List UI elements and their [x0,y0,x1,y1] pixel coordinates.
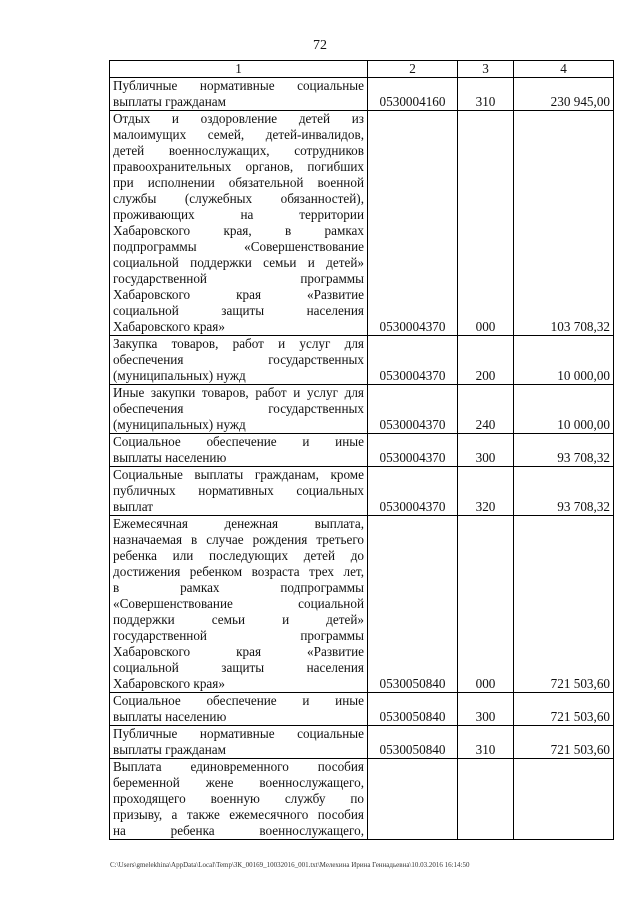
row-type: 000 [458,111,514,336]
description-line: Социальное обеспечение и иные [113,434,364,449]
description-line: Ежемесячная денежная выплата, [113,516,364,531]
description-line: поддержки семьи и детей» [113,612,364,627]
description-line: проживающих на территории [113,207,364,222]
row-code: 0530004370 [368,111,458,336]
header-col-1: 1 [110,61,368,78]
description-line: правоохранительных органов, погибших [113,159,364,174]
table-row [110,78,614,111]
table-row [110,111,614,336]
description-line: назначаемая в случае рождения третьего [113,532,364,547]
description-line: Хабаровского края, в рамках [113,223,364,238]
description-line: в рамках подпрограммы [113,580,364,595]
description-line: Социальные выплаты гражданам, кроме [113,467,364,482]
description-line: выплат [113,499,154,514]
description-line: выплаты населению [113,709,227,724]
row-amount: 103 708,32 [514,111,614,336]
description-line: при исполнении обязательной военной [113,175,364,190]
header-col-2: 2 [368,61,458,78]
table-row [110,434,614,467]
row-description [110,111,368,336]
table-row [110,516,614,693]
header-col-3: 3 [458,61,514,78]
description-line: обеспечения государственных [113,352,364,367]
description-line: выплаты гражданам [113,94,226,109]
row-amount: 93 708,32 [514,467,614,516]
description-line: выплаты гражданам [113,742,226,757]
footer-file-path: C:\Users\gmelekhina\AppData\Local\Temp\ЗК_00169_10032016_001.txt\Мелехина Ирина Геннадьевна\10.03.2016 16:14:50 [110,861,470,869]
description-line: ребенка или последующих детей до [113,548,364,563]
description-line: Публичные нормативные социальные [113,78,364,93]
row-type: 200 [458,336,514,385]
page-number: 72 [313,38,327,53]
table-header-row [110,61,614,78]
description-line: беременной жене военнослужащего, [113,775,364,790]
row-code: 0530050840 [368,726,458,759]
row-amount: 230 945,00 [514,78,614,111]
description-line: Хабаровского края «Развитие [113,287,364,302]
budget-table [109,60,614,840]
description-line: социальной поддержки семьи и детей» [113,255,364,270]
row-code [368,759,458,840]
description-line: государственной программы [113,271,364,286]
description-line: достижения ребенком возраста трех лет, [113,564,364,579]
description-line: призыву, а также ежемесячного пособия [113,807,364,822]
row-type: 300 [458,434,514,467]
row-amount: 721 503,60 [514,516,614,693]
row-type: 310 [458,78,514,111]
table-row [110,336,614,385]
description-line: подпрограммы «Совершенствование [113,239,364,254]
description-line: «Совершенствование социальной [113,596,364,611]
row-description [110,434,368,467]
table-row [110,693,614,726]
description-line: Хабаровского края» [113,319,225,334]
description-line: проходящего военную службу по [113,791,364,806]
row-amount: 721 503,60 [514,693,614,726]
description-line: публичных нормативных социальных [113,483,364,498]
row-code: 0530004370 [368,467,458,516]
description-line: на ребенка военнослужащего, [113,823,364,838]
row-description [110,78,368,111]
table-row [110,467,614,516]
row-description [110,336,368,385]
description-line: Публичные нормативные социальные [113,726,364,741]
description-line: социальной защиты населения [113,303,364,318]
row-description [110,467,368,516]
description-line: (муниципальных) нужд [113,368,246,383]
description-line: выплаты населению [113,450,227,465]
table-row [110,726,614,759]
row-type: 320 [458,467,514,516]
row-code: 0530004160 [368,78,458,111]
row-type: 300 [458,693,514,726]
description-line: детей военнослужащих, сотрудников [113,143,364,158]
row-code: 0530004370 [368,385,458,434]
row-description [110,726,368,759]
row-description [110,516,368,693]
description-line: Отдых и оздоровление детей из [113,111,364,126]
description-line: Хабаровского края» [113,676,225,691]
description-line: социальной защиты населения [113,660,364,675]
row-code: 0530004370 [368,336,458,385]
row-description [110,385,368,434]
description-line: государственной программы [113,628,364,643]
row-amount: 93 708,32 [514,434,614,467]
row-amount [514,759,614,840]
description-line: (муниципальных) нужд [113,417,246,432]
header-col-4: 4 [514,61,614,78]
table-row [110,385,614,434]
table-row [110,759,614,840]
description-line: Хабаровского края «Развитие [113,644,364,659]
description-line: Выплата единовременного пособия [113,759,364,774]
row-type: 310 [458,726,514,759]
row-description [110,693,368,726]
description-line: Закупка товаров, работ и услуг для [113,336,364,351]
description-line: малоимущих семей, детей-инвалидов, [113,127,364,142]
row-code: 0530050840 [368,693,458,726]
row-type: 240 [458,385,514,434]
row-type [458,759,514,840]
description-line: обеспечения государственных [113,401,364,416]
description-line: Иные закупки товаров, работ и услуг для [113,385,364,400]
row-code: 0530050840 [368,516,458,693]
description-line: Социальное обеспечение и иные [113,693,364,708]
description-line: службы (служебных обязанностей), [113,191,364,206]
row-type: 000 [458,516,514,693]
row-amount: 10 000,00 [514,336,614,385]
row-amount: 10 000,00 [514,385,614,434]
row-description [110,759,368,840]
row-amount: 721 503,60 [514,726,614,759]
row-code: 0530004370 [368,434,458,467]
